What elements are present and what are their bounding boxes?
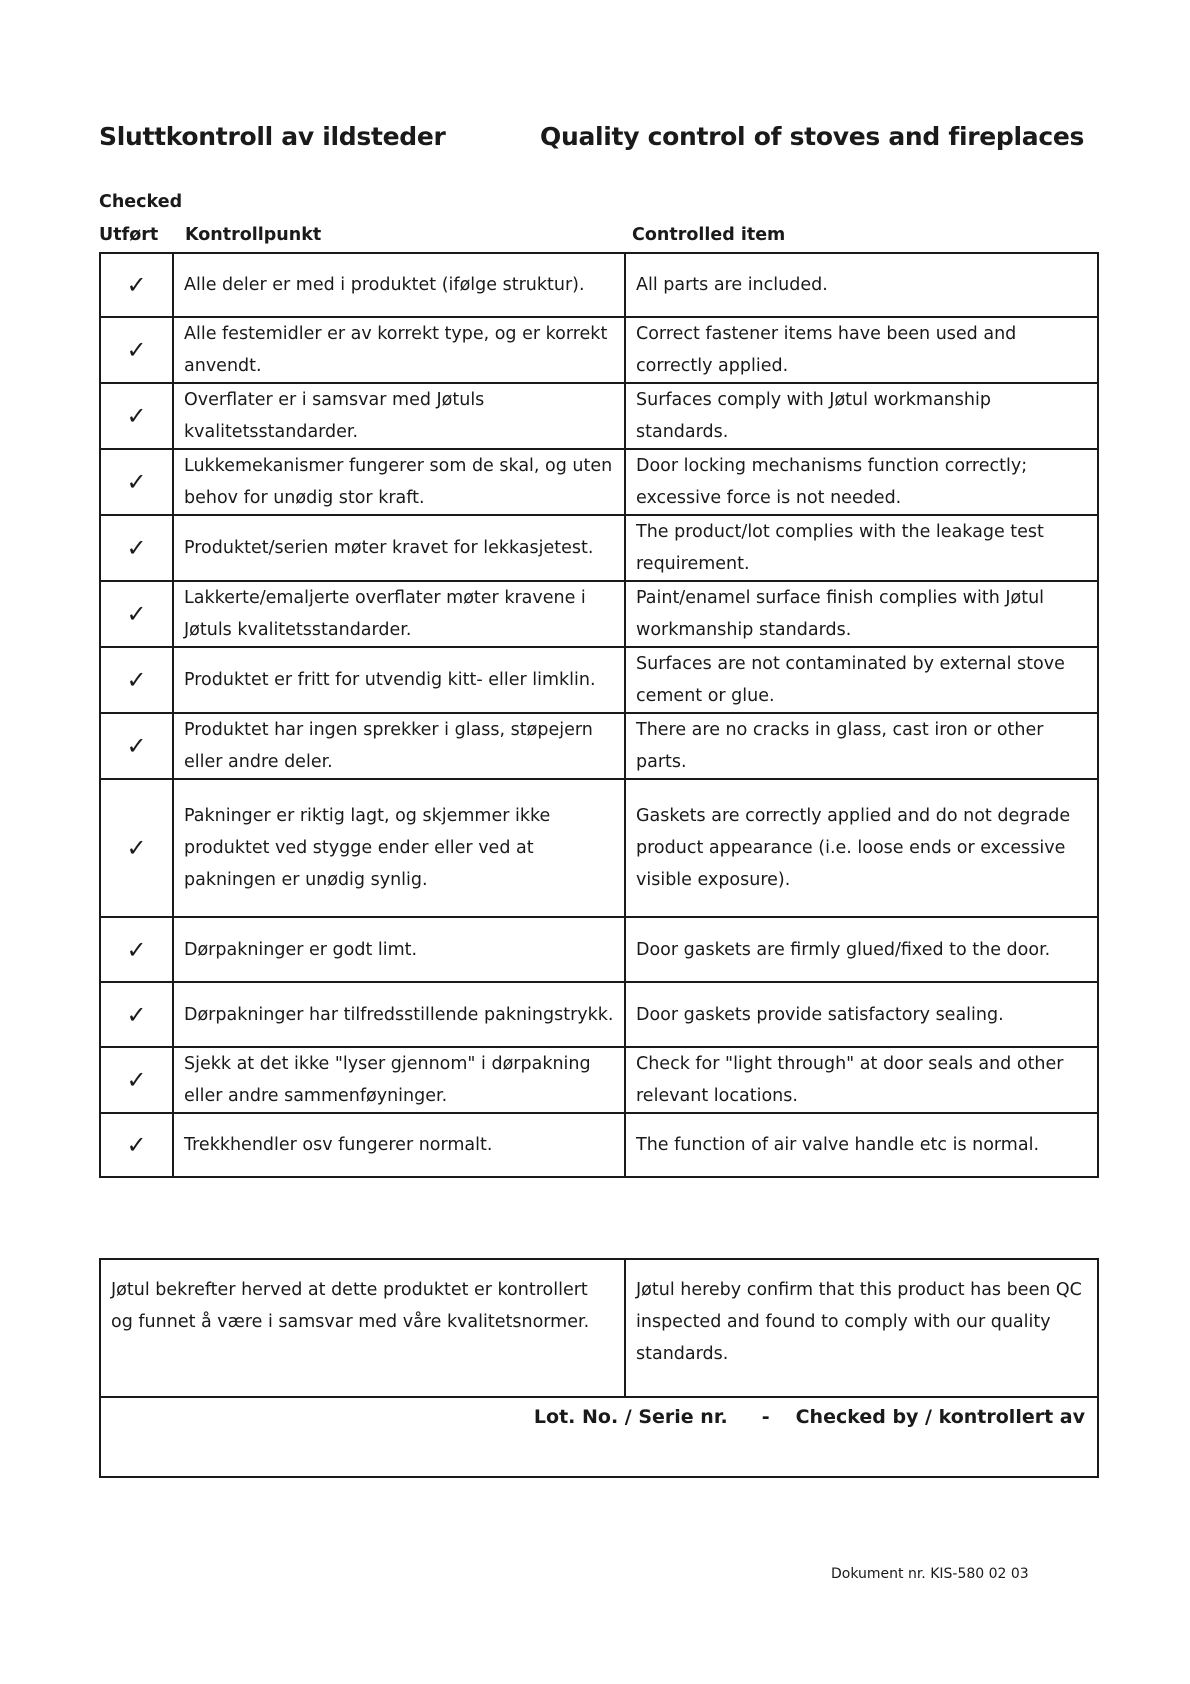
check-mark-icon: ✓: [100, 982, 173, 1047]
checklist-table: [99, 252, 1099, 1178]
controlled-item-cell: There are no cracks in glass, cast iron or other parts.: [625, 713, 1098, 779]
lot-separator: -: [761, 1406, 770, 1428]
controlled-item-cell: Paint/enamel surface finish complies with Jøtul workmanship standards.: [625, 581, 1098, 647]
controlled-item-cell: Door locking mechanisms function correctly; excessive force is not needed.: [625, 449, 1098, 515]
kontrollpunkt-cell: Produktet er fritt for utvendig kitt- eller limklin.: [173, 647, 625, 713]
controlled-item-cell: The function of air valve handle etc is normal.: [625, 1113, 1098, 1177]
title-english: Quality control of stoves and fireplaces: [540, 122, 1085, 151]
kontrollpunkt-cell: Overflater er i samsvar med Jøtuls kvalitetsstandarder.: [173, 383, 625, 449]
confirmation-row: [100, 1259, 1098, 1397]
table-row: [100, 449, 1098, 515]
kontrollpunkt-cell: Lukkemekanismer fungerer som de skal, og uten behov for unødig stor kraft.: [173, 449, 625, 515]
kontrollpunkt-cell: Alle festemidler er av korrekt type, og er korrekt anvendt.: [173, 317, 625, 383]
controlled-item-cell: Door gaskets are firmly glued/fixed to the door.: [625, 917, 1098, 982]
checked-by-label: Checked by / kontrollert av: [795, 1406, 1085, 1428]
kontrollpunkt-cell: Produktet/serien møter kravet for lekkasjetest.: [173, 515, 625, 581]
check-mark-icon: ✓: [100, 515, 173, 581]
kontrollpunkt-cell: Trekkhendler osv fungerer normalt.: [173, 1113, 625, 1177]
table-row: [100, 713, 1098, 779]
document-number: Dokument nr. KIS-580 02 03: [831, 1566, 1029, 1582]
table-row: [100, 383, 1098, 449]
controlled-item-cell: All parts are included.: [625, 253, 1098, 317]
header-checked: Checked: [99, 192, 183, 212]
lot-signature-field[interactable]: [100, 1397, 1098, 1477]
kontrollpunkt-cell: Pakninger er riktig lagt, og skjemmer ikke produktet ved stygge ender eller ved at pakningen er unødig synlig.: [173, 779, 625, 917]
controlled-item-cell: Surfaces are not contaminated by external stove cement or glue.: [625, 647, 1098, 713]
controlled-item-cell: Surfaces comply with Jøtul workmanship standards.: [625, 383, 1098, 449]
table-row: [100, 982, 1098, 1047]
confirmation-table: [99, 1258, 1099, 1478]
header-utfort: Utført: [99, 225, 159, 245]
table-row: [100, 917, 1098, 982]
check-mark-icon: ✓: [100, 253, 173, 317]
check-mark-icon: ✓: [100, 581, 173, 647]
table-row: [100, 1113, 1098, 1177]
title-norwegian: Sluttkontroll av ildsteder: [99, 122, 446, 151]
confirmation-norwegian: Jøtul bekrefter herved at dette produktet er kontrollert og funnet å være i samsvar med våre kvalitetsnormer.: [100, 1259, 625, 1397]
table-row: [100, 779, 1098, 917]
lot-number-label: Lot. No. / Serie nr.: [533, 1406, 728, 1428]
check-mark-icon: ✓: [100, 383, 173, 449]
kontrollpunkt-cell: Lakkerte/emaljerte overflater møter kravene i Jøtuls kvalitetsstandarder.: [173, 581, 625, 647]
check-mark-icon: ✓: [100, 713, 173, 779]
check-mark-icon: ✓: [100, 779, 173, 917]
table-row: [100, 253, 1098, 317]
confirmation-english: Jøtul hereby confirm that this product has been QC inspected and found to comply with our quality standards.: [625, 1259, 1098, 1397]
table-row: [100, 647, 1098, 713]
controlled-item-cell: Correct fastener items have been used and correctly applied.: [625, 317, 1098, 383]
check-mark-icon: ✓: [100, 917, 173, 982]
check-mark-icon: ✓: [100, 449, 173, 515]
controlled-item-cell: Gaskets are correctly applied and do not degrade product appearance (i.e. loose ends or excessive visible exposure).: [625, 779, 1098, 917]
controlled-item-cell: Check for "light through" at door seals and other relevant locations.: [625, 1047, 1098, 1113]
kontrollpunkt-cell: Dørpakninger har tilfredsstillende pakningstrykk.: [173, 982, 625, 1047]
lot-row: [100, 1397, 1098, 1477]
check-mark-icon: ✓: [100, 1113, 173, 1177]
table-row: [100, 317, 1098, 383]
kontrollpunkt-cell: Produktet har ingen sprekker i glass, støpejern eller andre deler.: [173, 713, 625, 779]
check-mark-icon: ✓: [100, 317, 173, 383]
table-row: [100, 1047, 1098, 1113]
kontrollpunkt-cell: Dørpakninger er godt limt.: [173, 917, 625, 982]
header-kontrollpunkt: Kontrollpunkt: [185, 225, 322, 245]
check-mark-icon: ✓: [100, 647, 173, 713]
kontrollpunkt-cell: Sjekk at det ikke "lyser gjennom" i dørpakning eller andre sammenføyninger.: [173, 1047, 625, 1113]
header-controlled-item: Controlled item: [632, 225, 786, 245]
controlled-item-cell: Door gaskets provide satisfactory sealing.: [625, 982, 1098, 1047]
check-mark-icon: ✓: [100, 1047, 173, 1113]
table-row: [100, 515, 1098, 581]
kontrollpunkt-cell: Alle deler er med i produktet (ifølge struktur).: [173, 253, 625, 317]
table-row: [100, 581, 1098, 647]
controlled-item-cell: The product/lot complies with the leakage test requirement.: [625, 515, 1098, 581]
